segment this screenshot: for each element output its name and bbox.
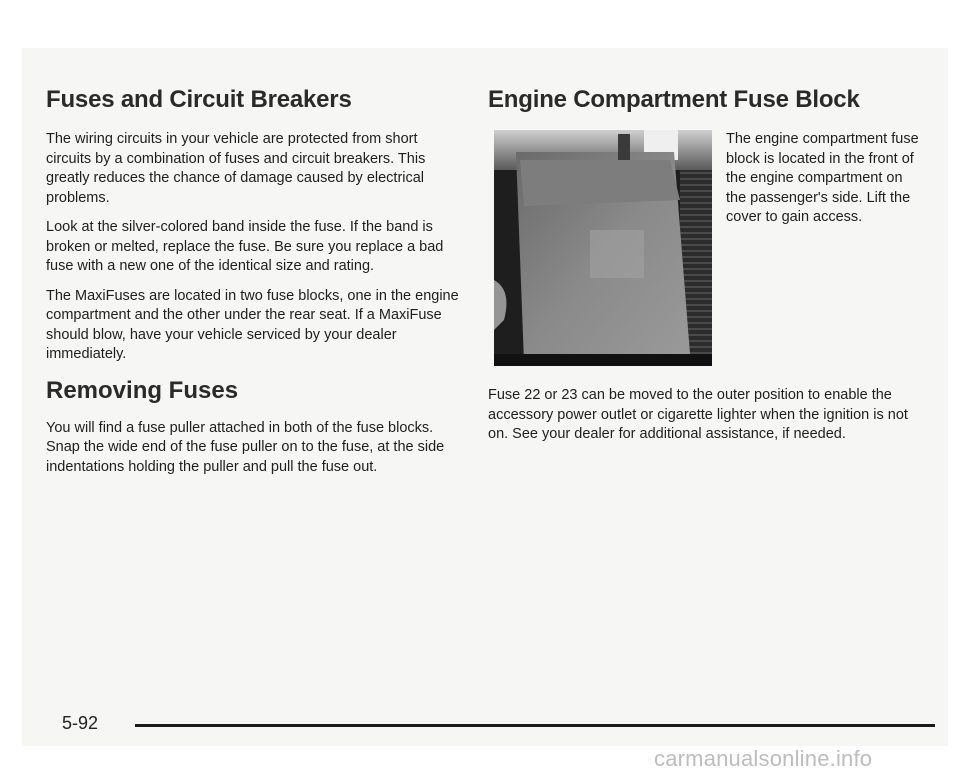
section-heading-fuses: Fuses and Circuit Breakers xyxy=(46,86,352,113)
paragraph-fuse-puller: You will find a fuse puller attached in both of the fuse blocks. Snap the wide end of the fuse puller on to the fuse, at the side indentations holding the puller and pull the fuse out. xyxy=(46,419,445,475)
paragraph-wiring: The wiring circuits in your vehicle are protected from short circuits by a combination of fuses and circuit breakers. This greatly reduces the chance of damage caused by electrical problems. xyxy=(46,131,426,206)
photo-row xyxy=(488,130,928,374)
left-column xyxy=(46,86,460,487)
page-number: 5-92 xyxy=(62,713,99,733)
section-heading-engine-fuse-block: Engine Compartment Fuse Block xyxy=(488,86,860,113)
fuse-block-photo xyxy=(494,130,712,366)
section-heading-removing-fuses: Removing Fuses xyxy=(46,376,239,404)
paragraph-silver-band: Look at the silver-colored band inside the fuse. If the band is broken or melted, replace the fuse. Be sure you replace a bad fuse with a new one of the identical size and rating. xyxy=(46,219,444,274)
photo-caption: The engine compartment fuse block is located in the front of the engine compartment on the passenger's side. Lift the cover to gain access. xyxy=(726,131,919,225)
paragraph-maxifuses: The MaxiFuses are located in two fuse blocks, one in the engine compartment and the other under the rear seat. If a MaxiFuse should blow, have your vehicle serviced by your dealer immediately. xyxy=(46,287,459,362)
paragraph-fuse-22-23: Fuse 22 or 23 can be moved to the outer position to enable the accessory power outlet or cigarette lighter when the ignition is not on. See your dealer for additional assistance, if needed. xyxy=(488,387,908,442)
manual-page xyxy=(22,48,948,746)
footer-rule xyxy=(135,724,935,727)
watermark-text: carmanualsonline.info xyxy=(654,746,873,771)
right-column xyxy=(488,86,928,455)
